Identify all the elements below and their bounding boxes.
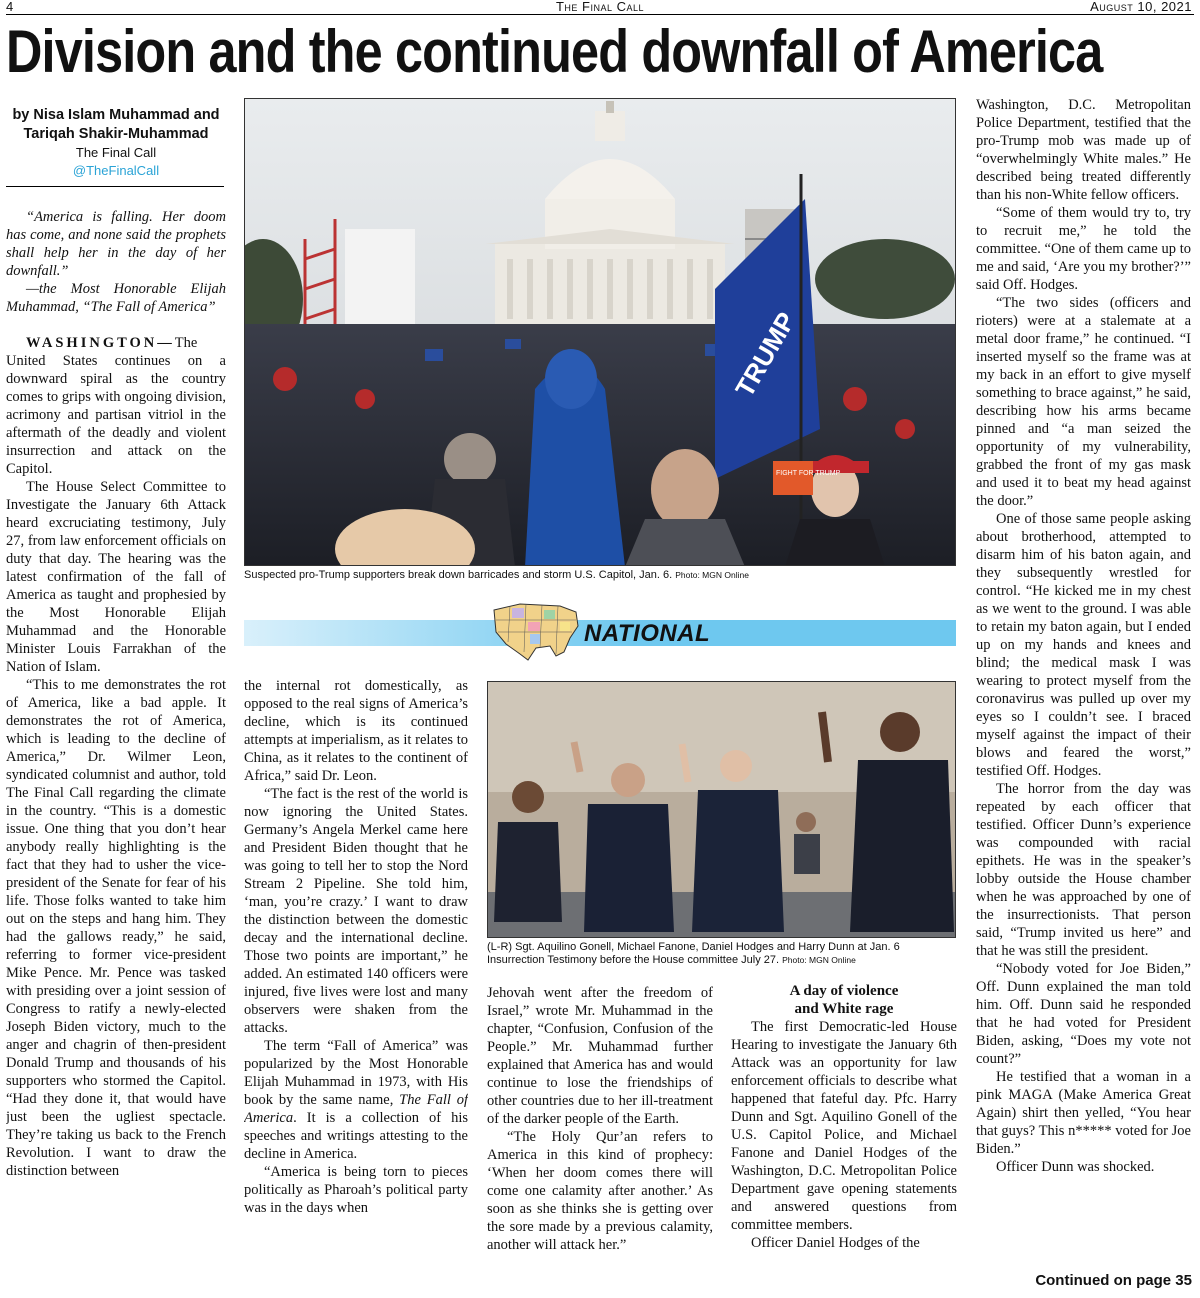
officers-testimony-illustration [488,682,956,938]
lead-paragraph: WASHINGTON—The United States continues on a downward spiral as the country comes to grips with ongoing division, acrimony and partisan vitriol in the aftermath of the deadly and violent insurrection and attack on the Capitol. [6,335,226,477]
subhead: A day of violence and White rage [789,983,899,1017]
paragraph: the internal rot domestically, as opposed to the real signs of America’s decline, which is its continued attempts at imperialism, as it relates to China, as it relates to the continent of Africa,” said Dr. Leon. [244,678,468,784]
paragraph: Officer Dunn was shocked. [996,1159,1155,1175]
flag-text: TRUMP [729,306,802,402]
dateline: WASHINGTON— [26,335,175,351]
article-column-5 [976,96,1191,1268]
sign-text: FIGHT FOR TRUMP [776,470,841,477]
byline-social-handle[interactable]: @TheFinalCall [72,163,160,178]
paragraph: “America is being torn to pieces politically as Pharoah’s political party was in the days when [244,1164,468,1216]
book-title: The Fall of America [244,1092,468,1126]
paragraph: “Nobody voted for Joe Biden,” Off. Dunn explained the man told him. Off. Dunn said he responded that he had voted for President Biden, asking, “Does my vote not count?” [976,961,1191,1067]
paragraph: “The fact is the rest of the world is now ignoring the United States. Germany’s Angela Merkel came here and President Biden thought that he was going to tell her to stop the Nord Stream 2 Pipeline. She told him, ‘man, you’re crazy.’ I want to draw the distinction between the domestic decay and the international decline. Those two points are important,” he added. An estimated 140 officers were injured, five lives were lost and many observers were shaken from the attacks. [244,786,468,1036]
capitol-riot-illustration [245,99,956,566]
issue-date: August 10, 2021 [1090,0,1192,14]
continued-on-link[interactable]: Continued on page 35 [1035,1272,1192,1289]
paragraph: He testified that a woman in a pink MAGA (Make America Great Again) shirt then yelled, “You hear that guys? This n***** voted for Joe Biden.” [976,1069,1191,1157]
byline-publication: The Final Call [75,145,157,160]
page-number: 4 [6,0,14,14]
photo-1-caption [244,569,956,582]
paragraph: “The two sides (officers and rioters) were at a stalemate at a metal door frame,” he continued. “I inserted myself so the frame was at my back in an effort to give myself something to brace against,” he said, describing how his arms became pinned and “a man seized the opportunity of my vulnerability, grabbed the front of my gas mask and used it to beat my head against the door.” [976,295,1191,509]
section-logo [490,598,722,668]
photo-2-caption [487,941,956,967]
photo-1-caption-text: Suspected pro-Trump supporters break down barricades and storm U.S. Capitol, Jan. 6. [244,569,673,581]
paragraph: Washington, D.C. Metropolitan Police Department, testified that the pro-Trump mob was made up of “overwhelmingly White males.” He described being treated differently than his non-White fellow officers. [976,97,1191,203]
paragraph: “The Holy Qur’an refers to America in this kind of prophecy: ‘When her doom comes there will come one calamity after another.’ As soon as she thinks she is getting over the sore made by a previous calamity, another will attack her.” [487,1129,713,1253]
article-column-3 [487,984,713,1298]
paragraph: Officer Daniel Hodges of the [751,1235,920,1251]
masthead: The Final Call [555,0,645,14]
paragraph: The House Select Committee to Investigate the January 6th Attack heard excruciating testimony, July 27, from law enforcement officials on duty that day. The hearing was the latest confirmation of the fall of America as taught and prophesied by the Most Honorable Elijah Muhammad and the Honorable Minister Louis Farrakhan of the Nation of Islam. [6,479,226,675]
byline-authors-1: by Nisa Islam Muhammad and [12,107,220,123]
paragraph: Jehovah went after the freedom of Israel,” wrote Mr. Muhammad in the chapter, “Confusion, Confusion of the People.” Mr. Muhammad further explained that America has and would continue to lose the friendships of other countries due to her ill-treatment of the darker people of the Earth. [487,985,713,1127]
epigraph-quote: “America is falling. Her doom has come, and none said the prophets shall help her in the day of her downfall.” [6,209,226,279]
page-header [6,0,1194,15]
article-column-4 [731,982,957,1298]
epigraph-attribution: —the Most Honorable Elijah Muhammad, “The Fall of America” [6,281,226,315]
paragraph: The first Democratic-led House Hearing to investigate the January 6th Attack was an opportunity for law enforcement officials to describe what happened that fateful day. Pfc. Harry Dunn and Sgt. Aquilino Gonell of the U.S. Capitol Police, and Michael Fanone and Daniel Hodges of the Washington, D.C. Metropolitan Police Department gave opening statements and answered questions from committee members. [731,1019,957,1233]
paragraph: The horror from the day was repeated by each officer that testified. Officer Dunn’s experience was compounded with racial epithets. He was in the speaker’s lobby outside the House chamber when he was approached by one of the insurrectionists. That person said, “Trump invited us here” and that he was still the president. [976,781,1191,959]
byline-authors-2: Tariqah Shakir-Muhammad [23,126,209,142]
paragraph: “Some of them would try to, try to recruit me,” he told the committee. “One of them came up to me and said, ‘Are you my brother?’” said Off. Hodges. [976,205,1191,293]
photo-2-caption-text: (L-R) Sgt. Aquilino Gonell, Michael Fanone, Daniel Hodges and Harry Dunn at Jan. 6 Insurrection Testimony before the House committee July 27. [487,941,900,966]
section-label: NATIONAL [584,620,711,647]
article-column-2 [244,677,468,1298]
byline [6,106,226,180]
article-column-1 [6,208,226,1298]
capitol-riot-photo [244,98,956,566]
officers-testimony-photo [487,681,956,938]
paragraph: “This to me demonstrates the rot of America, like a bad apple. It demonstrates the rot of America, which is leading to the decline of America,” Dr. Wilmer Leon, syndicated columnist and author, told The Final Call regarding the climate in the country. “This is a domestic issue. One thing that you don’t hear anybody really highlighting is the fact that they had to usher the vice-president of the Senate for fear of his life. Those folks wanted to take him out on the steps and hang him. They had the gallows ready,” he said, referring to former vice-president Mike Pence. Mr. Pence was tasked with presiding over a joint session of Congress to ratify a newly-elected Joseph Biden victory, much to the anger and chagrin of then-president Donald Trump and thousands of his supporters who stormed the Capitol. “Had they done it, that would have just been the ugliest spectacle. They’re taking us back to the French Revolution. I want to draw the distinction between [6,677,226,1179]
paragraph: The term “Fall of America” was popularized by the Most Honorable Elijah Muhammad in 1973, with His book by the same name, The Fall of America. It is a collection of his speeches and writings attesting to the decline in America. [244,1038,468,1162]
photo-2-credit: Photo: MGN Online [782,955,856,965]
headline: Division and the continued downfall of America [6,18,1103,85]
byline-divider [6,186,224,187]
paragraph: One of those same people asking about brotherhood, attempted to disarm him of his baton again, and they subsequently wrestled for control. “He kicked me in my chest as we went to the ground. I was able to retain my baton again, but I ended up on my hands and knees and blind; the medical mask I was wearing to protect myself from the coronavirus was pulled up over my eyes so I couldn’t see. I braced myself against the impact of their blows and feared the worst,” testified Off. Hodges. [976,511,1191,779]
photo-1-credit: Photo: MGN Online [675,570,749,580]
us-map-icon [490,598,582,668]
